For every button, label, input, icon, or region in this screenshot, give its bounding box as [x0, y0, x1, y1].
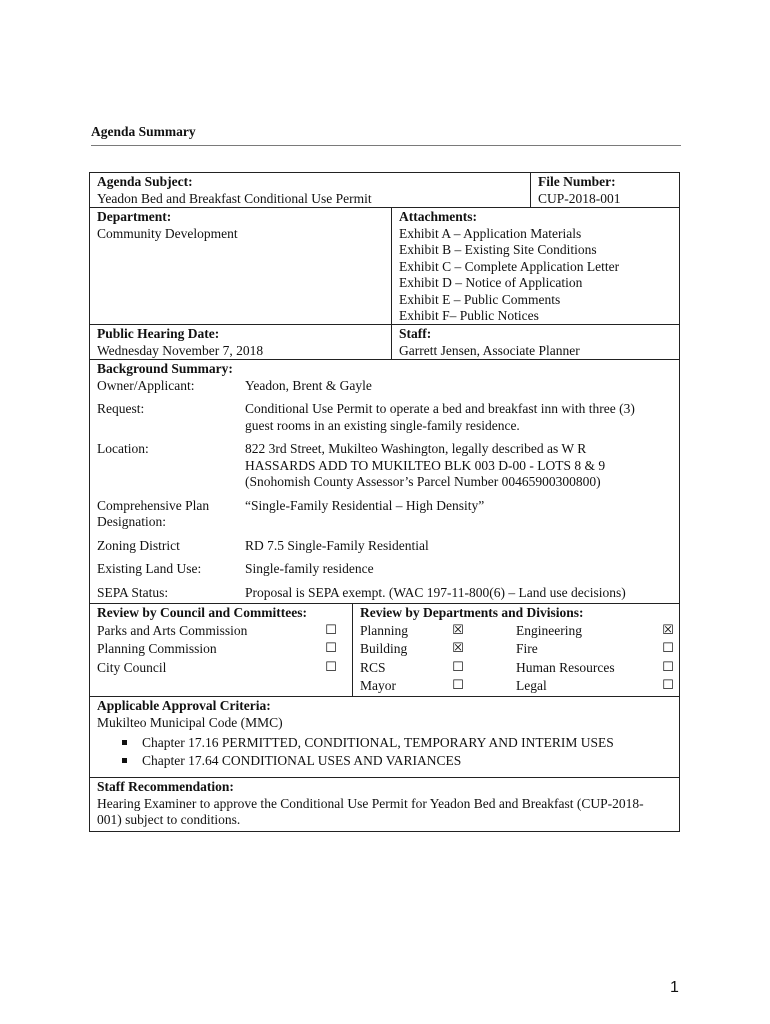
council-item-name: Parks and Arts Commission [97, 622, 248, 638]
checkbox-icon[interactable]: ☐ [325, 641, 337, 656]
request-row [97, 401, 679, 434]
bullet-icon [122, 740, 127, 745]
zoning-value: RD 7.5 Single-Family Residential [245, 537, 429, 553]
file-number-label: File Number: [538, 174, 616, 189]
agenda-subject-label: Agenda Subject: [97, 174, 193, 189]
attachment-item: Exhibit F– Public Notices [399, 308, 539, 323]
hearing-date-label: Public Hearing Date: [97, 326, 220, 341]
council-item-name: Planning Commission [97, 641, 217, 656]
dept-review-cell [352, 604, 679, 696]
zoning-label: Zoning District [97, 537, 180, 553]
recommendation-label: Staff Recommendation: [97, 779, 234, 794]
dept-review-line [360, 677, 679, 696]
hearing-date-cell [90, 325, 391, 359]
council-review-cell [90, 604, 352, 696]
attachments-cell [391, 208, 679, 324]
council-review-label: Review by Council and Committees: [97, 605, 307, 620]
comp-plan-label-line: Comprehensive Plan [97, 497, 210, 513]
hearing-date-value: Wednesday November 7, 2018 [97, 342, 264, 358]
council-item-name: City Council [97, 659, 167, 675]
page-heading: Agenda Summary [91, 124, 681, 146]
comp-plan-label-line: Designation: [97, 514, 166, 529]
attachment-item: Exhibit C – Complete Application Letter [399, 258, 620, 274]
comp-plan-row [97, 498, 679, 531]
subject-row [90, 173, 679, 208]
staff-value: Garrett Jensen, Associate Planner [399, 342, 580, 358]
recommendation-cell [90, 778, 679, 831]
checkbox-icon[interactable]: ☐ [662, 659, 674, 675]
dept-review-line [360, 659, 679, 678]
sepa-label: SEPA Status: [97, 584, 169, 600]
agenda-summary-form [89, 172, 680, 832]
land-use-row [97, 561, 679, 578]
attachments-label: Attachments: [399, 209, 477, 224]
dept-name: Legal [516, 678, 547, 693]
criteria-item [122, 735, 679, 753]
background-row [90, 360, 679, 604]
land-use-value: Single-family residence [245, 561, 374, 576]
dept-review-label: Review by Departments and Divisions: [360, 605, 584, 620]
dept-name: RCS [360, 659, 386, 675]
comp-plan-label [97, 498, 245, 531]
sepa-row [97, 585, 679, 602]
request-label: Request: [97, 401, 145, 416]
request-value [245, 401, 675, 434]
criteria-item [122, 753, 679, 771]
comp-plan-value: “Single-Family Residential – High Density” [245, 497, 485, 513]
criteria-item-text: Chapter 17.16 PERMITTED, CONDITIONAL, TEMPORARY AND INTERIM USES [142, 735, 614, 750]
attachment-item: Exhibit E – Public Comments [399, 291, 561, 307]
agenda-subject-cell [90, 173, 530, 207]
attachment-item: Exhibit B – Existing Site Conditions [399, 242, 597, 257]
owner-value: Yeadon, Brent & Gayle [245, 377, 372, 393]
criteria-cell [90, 697, 679, 777]
council-item [97, 659, 352, 678]
hearing-row [90, 325, 679, 360]
checkbox-icon[interactable]: ☒ [452, 641, 464, 656]
staff-label: Staff: [399, 326, 432, 341]
checkbox-icon[interactable]: ☐ [662, 678, 674, 693]
attachment-item: Exhibit D – Notice of Application [399, 275, 583, 290]
checkbox-icon[interactable]: ☐ [325, 622, 337, 638]
recommendation-row [90, 778, 679, 831]
criteria-row [90, 697, 679, 778]
dept-review-line [360, 622, 679, 641]
location-line: HASSARDS ADD TO MUKILTEO BLK 003 D-00 - LOTS 8 & 9 [245, 457, 606, 473]
criteria-item-text: Chapter 17.64 CONDITIONAL USES AND VARIANCES [142, 753, 462, 768]
department-row [90, 208, 679, 325]
department-label: Department: [97, 209, 172, 224]
staff-cell [391, 325, 679, 359]
review-row [90, 604, 679, 697]
file-number-cell [530, 173, 679, 207]
background-label: Background Summary: [97, 361, 233, 376]
department-value: Community Development [97, 225, 238, 241]
checkbox-icon[interactable]: ☒ [662, 622, 674, 638]
council-item [97, 640, 352, 659]
checkbox-icon[interactable]: ☐ [452, 659, 464, 675]
zoning-row [97, 538, 679, 555]
dept-name: Human Resources [516, 659, 615, 675]
sepa-value: Proposal is SEPA exempt. (WAC 197-11-800(6) – Land use decisions) [245, 584, 626, 600]
department-cell [90, 208, 391, 324]
attachment-item: Exhibit A – Application Materials [399, 225, 582, 241]
page-number: 1 [670, 979, 679, 996]
dept-name: Planning [360, 622, 409, 638]
location-row [97, 441, 679, 491]
request-line: Conditional Use Permit to operate a bed and breakfast inn with three (3) [245, 401, 635, 416]
location-line: (Snohomish County Assessor’s Parcel Number 00465900300800) [245, 474, 601, 489]
checkbox-icon[interactable]: ☒ [452, 622, 464, 638]
land-use-label: Existing Land Use: [97, 561, 202, 576]
checkbox-icon[interactable]: ☐ [452, 678, 464, 693]
location-line: 822 3rd Street, Mukilteo Washington, legally described as W R [245, 441, 587, 456]
background-cell [90, 360, 679, 603]
council-item [97, 622, 352, 641]
request-line: guest rooms in an existing single-family residence. [245, 417, 520, 433]
criteria-list [97, 735, 679, 771]
dept-name: Building [360, 641, 408, 656]
owner-label: Owner/Applicant: [97, 377, 195, 393]
checkbox-icon[interactable]: ☐ [325, 659, 337, 675]
criteria-label: Applicable Approval Criteria: [97, 698, 271, 713]
owner-row [97, 378, 679, 395]
dept-review-line [360, 640, 679, 659]
dept-name: Fire [516, 641, 538, 656]
criteria-intro: Mukilteo Municipal Code (MMC) [97, 714, 283, 730]
checkbox-icon[interactable]: ☐ [662, 641, 674, 656]
dept-name: Engineering [516, 622, 582, 638]
file-number-value: CUP-2018-001 [538, 190, 621, 206]
bullet-icon [122, 758, 127, 763]
location-value [245, 441, 675, 491]
location-label: Location: [97, 441, 149, 456]
agenda-subject-value: Yeadon Bed and Breakfast Conditional Use Permit [97, 190, 372, 206]
recommendation-line: Hearing Examiner to approve the Conditional Use Permit for Yeadon Bed and Breakfast (CUP-2018- [97, 795, 644, 811]
dept-name: Mayor [360, 678, 396, 693]
recommendation-line: 001) subject to conditions. [97, 812, 241, 827]
